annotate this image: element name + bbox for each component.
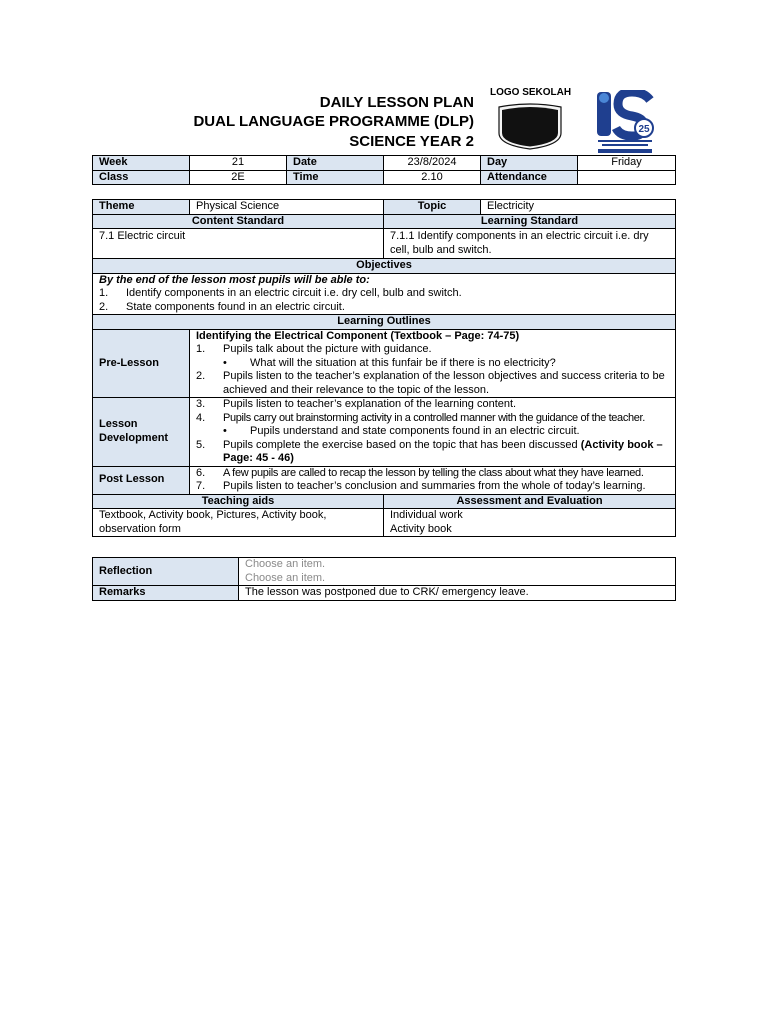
day-value: Friday: [578, 156, 676, 171]
pre-lesson-content: [190, 329, 676, 398]
step-text: What will the situation at this funfair be if there is no electricity?: [250, 356, 556, 369]
step-text-plain: Pupils complete the exercise based on the topic that has been discussed: [223, 438, 581, 451]
assessment-line: Activity book: [390, 522, 452, 535]
development-item: [196, 412, 669, 426]
title-daily-lesson-plan: DAILY LESSON PLAN: [319, 94, 474, 111]
date-value: 23/8/2024: [384, 156, 481, 171]
class-label: Class: [93, 170, 190, 185]
remarks-value[interactable]: The lesson was postponed due to CRK/ emergency leave.: [239, 586, 676, 601]
objective-item: [99, 301, 669, 315]
objectives-intro: By the end of the lesson most pupils will be able to:: [99, 273, 370, 286]
activity-book-reference: (Activity book – Page: 45 - 46): [223, 438, 663, 464]
learning-standard-header: Learning Standard: [384, 214, 676, 229]
objectives-cell: [93, 273, 676, 315]
school-logo-shield: [495, 103, 565, 151]
title-science-year: SCIENCE YEAR 2: [349, 133, 474, 150]
outline-title: Identifying the Electrical Component (Textbook – Page: 74-75): [196, 329, 520, 342]
step-text: Pupils listen to the teacher’s explanation of the lesson objectives and success criteria to be achieved and their relevance to the topic of the lesson.: [223, 370, 665, 396]
step-number: 3.: [196, 398, 206, 410]
step-number: 4.: [196, 411, 206, 424]
development-item: [196, 439, 669, 466]
day-label: Day: [481, 156, 578, 171]
choose-item-dropdown[interactable]: Choose an item.: [245, 571, 326, 584]
assessment-value: [384, 509, 676, 537]
step-number: 2.: [196, 370, 206, 382]
post-lesson-item: [196, 467, 669, 481]
teaching-aids-value: Textbook, Activity book, Pictures, Activity book, observation form: [93, 509, 384, 537]
reflection-label: Reflection: [93, 558, 239, 586]
step-number: 1.: [196, 343, 206, 355]
attendance-value[interactable]: [578, 170, 676, 185]
learning-standard-value: 7.1.1 Identify components in an electric circuit i.e. dry cell, bulb and switch.: [384, 229, 676, 259]
time-value: 2.10: [384, 170, 481, 185]
step-number: 7.: [196, 480, 206, 492]
assessment-line: Individual work: [390, 509, 463, 521]
reflection-value[interactable]: [239, 558, 676, 586]
date-label: Date: [287, 156, 384, 171]
step-text: Pupils carry out brainstorming activity in a controlled manner with the guidance of the teacher.: [223, 411, 645, 424]
learning-outlines-header: Learning Outlines: [93, 315, 676, 330]
assessment-header: Assessment and Evaluation: [384, 494, 676, 509]
teaching-aids-header: Teaching aids: [93, 494, 384, 509]
step-text: Pupils understand and state components found in an electric circuit.: [250, 425, 580, 437]
time-label: Time: [287, 170, 384, 185]
step-text: Pupils listen to teacher’s conclusion and summaries from the whole of today’s learning.: [223, 480, 646, 492]
title-dlp: DUAL LANGUAGE PROGRAMME (DLP): [193, 113, 474, 130]
theme-value: Physical Science: [190, 200, 384, 215]
objective-number: 2.: [99, 300, 109, 313]
development-item: [196, 398, 669, 412]
theme-label: Theme: [93, 200, 190, 215]
reflection-table: [92, 557, 676, 601]
step-text: Pupils talk about the picture with guidance.: [223, 343, 432, 355]
objective-item: [99, 287, 669, 301]
objectives-header: Objectives: [93, 259, 676, 274]
step-number: 6.: [196, 466, 206, 479]
pre-lesson-label: Pre-Lesson: [93, 329, 190, 398]
post-lesson-label: Post Lesson: [93, 466, 190, 494]
step-text: Pupils listen to teacher’s explanation of the learning content.: [223, 398, 517, 410]
objective-number: 1.: [99, 287, 109, 299]
post-lesson-item: [196, 480, 669, 494]
topic-value: Electricity: [481, 200, 676, 215]
development-item: [196, 425, 669, 439]
step-text: [223, 439, 669, 466]
logo-label: LOGO SEKOLAH: [490, 87, 572, 98]
lesson-content-table: [92, 199, 676, 537]
attendance-label: Attendance: [481, 170, 578, 185]
objective-text: State components found in an electric circuit.: [126, 300, 345, 313]
week-label: Week: [93, 156, 190, 171]
content-standard-value: 7.1 Electric circuit: [93, 229, 384, 259]
bullet: •: [223, 425, 227, 437]
objective-text: Identify components in an electric circuit i.e. dry cell, bulb and switch.: [126, 287, 462, 299]
lesson-info-table: [92, 155, 676, 185]
topic-label: Topic: [384, 200, 481, 215]
lesson-development-label: Lesson Development: [93, 398, 190, 467]
step-text: A few pupils are called to recap the lesson by telling the class about what they have learned.: [223, 466, 644, 479]
pre-lesson-item: [196, 357, 669, 371]
pre-lesson-item: [196, 370, 669, 397]
remarks-label: Remarks: [93, 586, 239, 601]
week-value: 21: [190, 156, 287, 171]
content-standard-header: Content Standard: [93, 214, 384, 229]
pre-lesson-item: [196, 343, 669, 357]
bullet: •: [223, 356, 227, 369]
step-number: 5.: [196, 438, 206, 451]
lesson-development-content: [190, 398, 676, 467]
emblem-number: 25: [638, 124, 650, 135]
class-value: 2E: [190, 170, 287, 185]
education-emblem-logo: [594, 90, 656, 154]
post-lesson-content: [190, 466, 676, 494]
choose-item-dropdown[interactable]: Choose an item.: [245, 558, 326, 570]
